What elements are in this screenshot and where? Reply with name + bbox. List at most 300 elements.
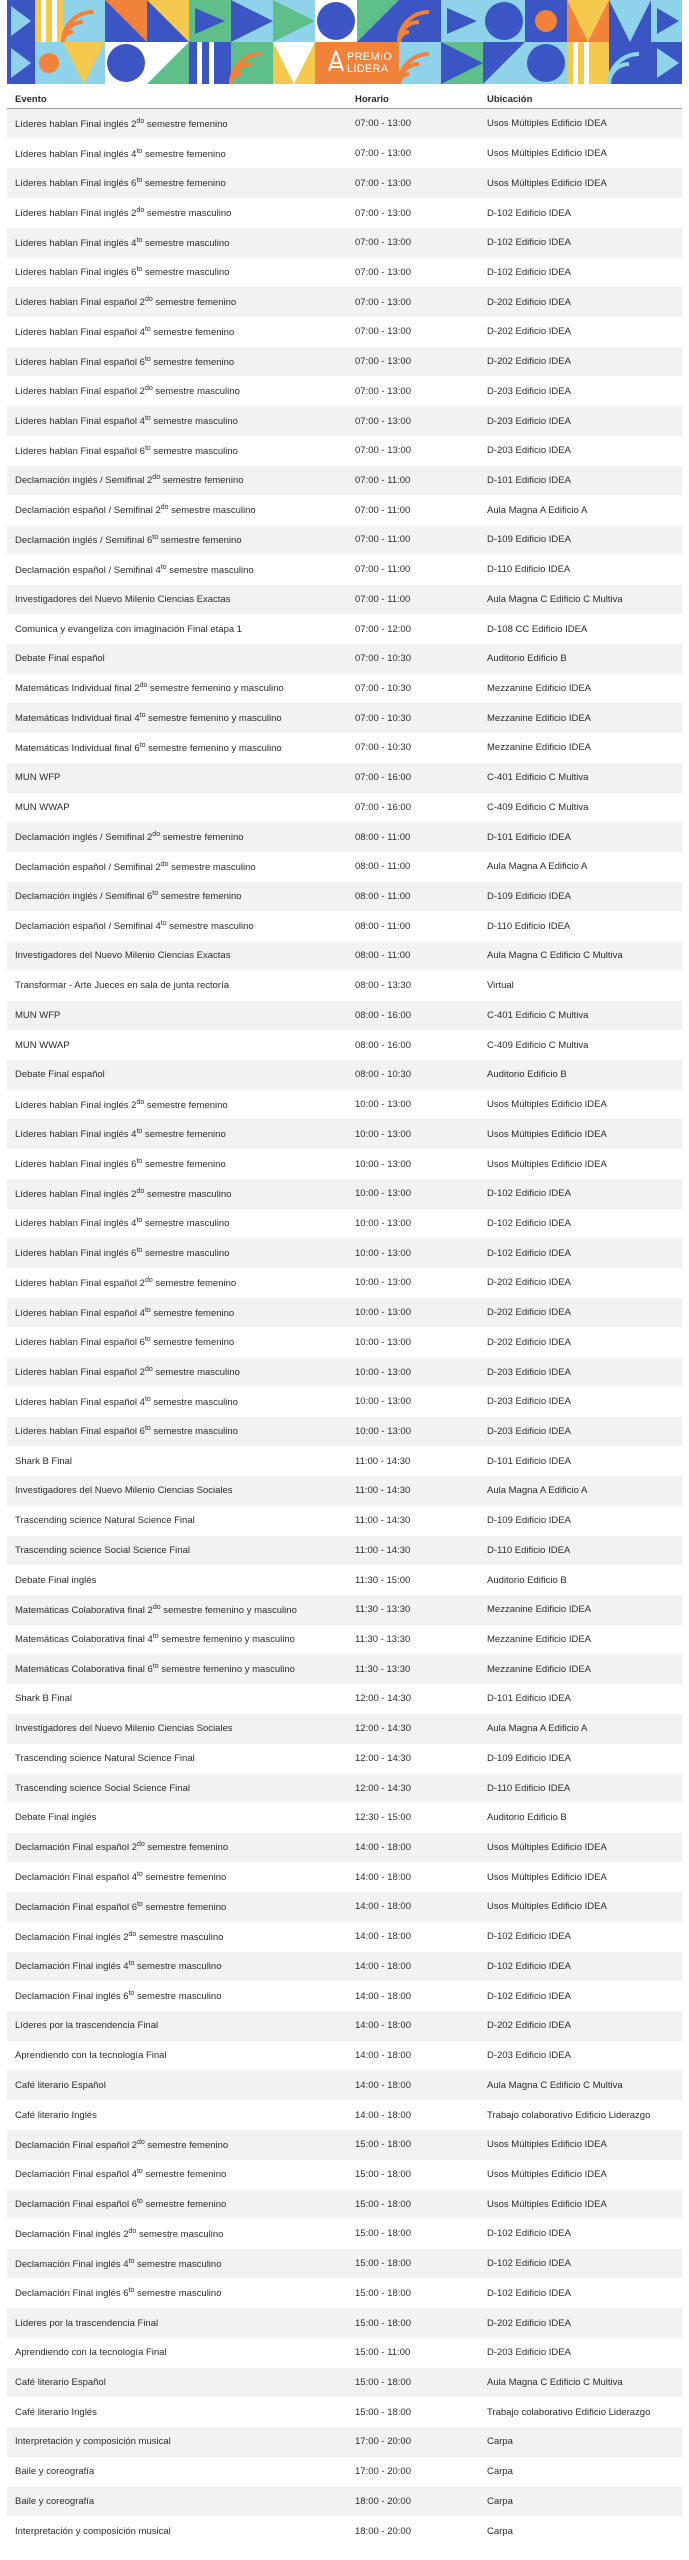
time-cell: 07:00 - 13:00: [347, 376, 479, 406]
table-row: [7, 941, 682, 971]
time-cell: 07:00 - 13:00: [347, 406, 479, 436]
ordinal-suffix: to: [136, 2168, 143, 2176]
event-cell: MUN WFP: [7, 1001, 347, 1031]
time-cell: 10:00 - 13:00: [347, 1298, 479, 1328]
time-cell: 08:00 - 16:00: [347, 1030, 479, 1060]
time-cell: 10:00 - 13:00: [347, 1238, 479, 1268]
event-cell: Investigadores del Nuevo Milenio Ciencias Sociales: [7, 1476, 347, 1506]
time-cell: 10:00 - 13:00: [347, 1327, 479, 1357]
table-row: [7, 1803, 682, 1833]
time-cell: 15:00 - 18:00: [347, 2130, 479, 2160]
location-cell: D-102 Edificio IDEA: [479, 228, 682, 258]
event-cell: Declamación Final inglés $2^{do}$ semestre masculino: [7, 1922, 347, 1952]
ordinal-suffix: do: [136, 206, 145, 214]
location-cell: Mezzanine Edificio IDEA: [479, 1654, 682, 1684]
time-cell: 10:00 - 13:00: [347, 1357, 479, 1387]
ordinal-suffix: to: [136, 1217, 143, 1225]
time-cell: 11:00 - 14:30: [347, 1536, 479, 1566]
location-cell: Usos Múltiples Edificio IDEA: [479, 168, 682, 198]
time-cell: 07:00 - 13:00: [347, 317, 479, 347]
ordinal-suffix: to: [136, 1900, 143, 1908]
location-cell: D-102 Edificio IDEA: [479, 2278, 682, 2308]
table-row: [7, 1417, 682, 1447]
table-row: [7, 347, 682, 377]
time-cell: 14:00 - 18:00: [347, 1952, 479, 1982]
ordinal-suffix: to: [136, 2198, 143, 2206]
table-row: [7, 763, 682, 793]
event-cell: Matemáticas Individual final $6^{to}$ semestre femenino y masculino: [7, 733, 347, 763]
table-row: [7, 852, 682, 882]
event-cell: Café literario Español: [7, 2368, 347, 2398]
ordinal-suffix: to: [144, 325, 151, 333]
event-cell: MUN WWAP: [7, 1030, 347, 1060]
time-cell: 15:00 - 11:00: [347, 2338, 479, 2368]
table-row: [7, 733, 682, 763]
location-cell: D-202 Edificio IDEA: [479, 1327, 682, 1357]
table-row: [7, 882, 682, 912]
event-cell: Declamación Final inglés $4^{to}$ semestre masculino: [7, 1952, 347, 1982]
event-cell: Líderes hablan Final inglés $6^{to}$ semestre femenino: [7, 1149, 347, 1179]
event-cell: Comunica y evangeliza con imaginación Final etapa 1: [7, 614, 347, 644]
location-cell: Usos Múltiples Edificio IDEA: [479, 2189, 682, 2219]
event-cell: Líderes hablan Final inglés $4^{to}$ semestre femenino: [7, 1119, 347, 1149]
table-row: [7, 1565, 682, 1595]
table-row: [7, 1476, 682, 1506]
event-cell: Transformar - Arte Jueces en sala de junta rectoría: [7, 971, 347, 1001]
event-cell: Líderes hablan Final español $6^{to}$ semestre femenino: [7, 347, 347, 377]
time-cell: 07:00 - 11:00: [347, 555, 479, 585]
time-cell: 12:00 - 14:30: [347, 1684, 479, 1714]
location-cell: D-110 Edificio IDEA: [479, 1536, 682, 1566]
table-row: [7, 168, 682, 198]
ordinal-suffix: to: [144, 444, 151, 452]
ordinal-suffix: to: [128, 2257, 135, 2265]
table-row: [7, 2516, 682, 2546]
event-cell: Declamación inglés / Semifinal $2^{do}$ semestre femenino: [7, 466, 347, 496]
header-row: [7, 90, 682, 109]
ordinal-suffix: to: [139, 712, 146, 720]
location-cell: Aula Magna A Edificio A: [479, 495, 682, 525]
event-cell: Matemáticas Colaborativa final $4^{to}$ semestre femenino y masculino: [7, 1625, 347, 1655]
time-cell: 11:30 - 15:00: [347, 1565, 479, 1595]
time-cell: 10:00 - 13:00: [347, 1268, 479, 1298]
event-cell: Aprendiendo con la tecnología Final: [7, 2041, 347, 2071]
time-cell: 15:00 - 18:00: [347, 2249, 479, 2279]
table-row: [7, 2308, 682, 2338]
ordinal-suffix: do: [128, 2227, 137, 2235]
ordinal-suffix: to: [160, 920, 167, 928]
event-cell: Trascending science Social Science Final: [7, 1773, 347, 1803]
table-row: [7, 703, 682, 733]
location-cell: D-110 Edificio IDEA: [479, 911, 682, 941]
time-cell: 10:00 - 13:00: [347, 1417, 479, 1447]
time-cell: 12:00 - 14:30: [347, 1773, 479, 1803]
event-cell: Líderes hablan Final español $4^{to}$ semestre femenino: [7, 317, 347, 347]
event-cell: Líderes hablan Final inglés $2^{do}$ semestre femenino: [7, 109, 347, 139]
event-cell: Líderes por la trascendencia Final: [7, 2011, 347, 2041]
ordinal-suffix: to: [136, 1247, 143, 1255]
time-cell: 07:00 - 12:00: [347, 614, 479, 644]
location-cell: D-110 Edificio IDEA: [479, 555, 682, 585]
table-row: [7, 1119, 682, 1149]
ordinal-suffix: to: [136, 1871, 143, 1879]
location-cell: D-101 Edificio IDEA: [479, 466, 682, 496]
time-cell: 15:00 - 18:00: [347, 2368, 479, 2398]
location-cell: D-110 Edificio IDEA: [479, 1773, 682, 1803]
location-cell: Carpa: [479, 2457, 682, 2487]
event-cell: Líderes hablan Final español $6^{to}$ semestre masculino: [7, 1417, 347, 1447]
time-cell: 10:00 - 13:00: [347, 1179, 479, 1209]
event-cell: Shark B Final: [7, 1446, 347, 1476]
event-cell: Investigadores del Nuevo Milenio Ciencias Exactas: [7, 941, 347, 971]
table-row: [7, 376, 682, 406]
event-cell: Declamación español / Semifinal $4^{to}$ semestre masculino: [7, 555, 347, 585]
event-cell: Líderes hablan Final español $2^{do}$ semestre femenino: [7, 287, 347, 317]
ordinal-suffix: do: [144, 385, 153, 393]
time-cell: 11:00 - 14:30: [347, 1506, 479, 1536]
event-cell: Líderes hablan Final inglés $2^{do}$ semestre femenino: [7, 1090, 347, 1120]
table-row: [7, 2278, 682, 2308]
event-cell: Declamación inglés / Semifinal $6^{to}$ semestre femenino: [7, 525, 347, 555]
time-cell: 12:30 - 15:00: [347, 1803, 479, 1833]
table-row: [7, 525, 682, 555]
table-row: [7, 1030, 682, 1060]
event-cell: Declamación Final inglés $6^{to}$ semestre masculino: [7, 2278, 347, 2308]
table-row: [7, 2249, 682, 2279]
location-cell: C-409 Edificio C Multiva: [479, 1030, 682, 1060]
location-cell: D-203 Edificio IDEA: [479, 1387, 682, 1417]
table-row: [7, 585, 682, 615]
table-row: [7, 1179, 682, 1209]
ordinal-suffix: to: [144, 1306, 151, 1314]
time-cell: 07:00 - 10:30: [347, 733, 479, 763]
premio-lidera-logo: [327, 47, 393, 79]
table-row: [7, 139, 682, 169]
ordinal-suffix: to: [144, 1425, 151, 1433]
time-cell: 15:00 - 18:00: [347, 2278, 479, 2308]
location-cell: D-203 Edificio IDEA: [479, 376, 682, 406]
event-cell: Declamación Final español $2^{do}$ semestre femenino: [7, 1833, 347, 1863]
location-cell: D-102 Edificio IDEA: [479, 1238, 682, 1268]
location-cell: D-101 Edificio IDEA: [479, 822, 682, 852]
location-cell: Auditorio Edificio B: [479, 1803, 682, 1833]
event-cell: MUN WWAP: [7, 793, 347, 823]
event-cell: Trascending science Social Science Final: [7, 1536, 347, 1566]
event-cell: Debate Final español: [7, 1060, 347, 1090]
event-cell: Baile y coreografía: [7, 2487, 347, 2517]
time-cell: 17:00 - 20:00: [347, 2427, 479, 2457]
event-cell: Matemáticas Individual final $4^{to}$ semestre femenino y masculino: [7, 703, 347, 733]
table-row: [7, 198, 682, 228]
ordinal-suffix: to: [136, 236, 143, 244]
location-cell: D-202 Edificio IDEA: [479, 2011, 682, 2041]
location-cell: Auditorio Edificio B: [479, 644, 682, 674]
location-cell: Usos Múltiples Edificio IDEA: [479, 1862, 682, 1892]
time-cell: 07:00 - 16:00: [347, 763, 479, 793]
event-cell: Líderes hablan Final inglés $4^{to}$ semestre femenino: [7, 139, 347, 169]
table-row: [7, 1268, 682, 1298]
location-cell: Usos Múltiples Edificio IDEA: [479, 1833, 682, 1863]
table-row: [7, 793, 682, 823]
ordinal-suffix: to: [152, 1633, 159, 1641]
location-cell: D-109 Edificio IDEA: [479, 1506, 682, 1536]
time-cell: 07:00 - 13:00: [347, 228, 479, 258]
table-row: [7, 2368, 682, 2398]
event-cell: Declamación Final español $6^{to}$ semestre femenino: [7, 1892, 347, 1922]
ordinal-suffix: to: [136, 1157, 143, 1165]
location-cell: D-203 Edificio IDEA: [479, 2041, 682, 2071]
ordinal-suffix: do: [136, 117, 145, 125]
time-cell: 14:00 - 18:00: [347, 1981, 479, 2011]
ordinal-suffix: to: [152, 1663, 159, 1671]
time-cell: 10:00 - 13:00: [347, 1119, 479, 1149]
table-row: [7, 1981, 682, 2011]
table-row: [7, 2100, 682, 2130]
location-cell: D-109 Edificio IDEA: [479, 1744, 682, 1774]
event-cell: Investigadores del Nuevo Milenio Ciencias Sociales: [7, 1714, 347, 1744]
table-row: [7, 2011, 682, 2041]
time-cell: 07:00 - 11:00: [347, 585, 479, 615]
ordinal-suffix: do: [144, 1276, 153, 1284]
ordinal-suffix: do: [144, 1365, 153, 1373]
schedule-table-header: [7, 90, 682, 109]
location-cell: D-202 Edificio IDEA: [479, 2308, 682, 2338]
table-row: [7, 1357, 682, 1387]
location-cell: D-109 Edificio IDEA: [479, 525, 682, 555]
table-row: [7, 555, 682, 585]
time-cell: 08:00 - 13:30: [347, 971, 479, 1001]
location-cell: D-102 Edificio IDEA: [479, 2249, 682, 2279]
table-row: [7, 2070, 682, 2100]
event-cell: Líderes hablan Final inglés $2^{do}$ semestre masculino: [7, 198, 347, 228]
ordinal-suffix: do: [144, 296, 153, 304]
time-cell: 10:00 - 13:00: [347, 1209, 479, 1239]
location-cell: D-203 Edificio IDEA: [479, 1417, 682, 1447]
time-cell: 17:00 - 20:00: [347, 2457, 479, 2487]
location-cell: Mezzanine Edificio IDEA: [479, 733, 682, 763]
event-cell: Café literario Inglés: [7, 2100, 347, 2130]
table-row: [7, 317, 682, 347]
time-cell: 07:00 - 13:00: [347, 258, 479, 288]
location-cell: Carpa: [479, 2427, 682, 2457]
ordinal-suffix: to: [144, 355, 151, 363]
time-cell: 07:00 - 16:00: [347, 793, 479, 823]
table-row: [7, 2338, 682, 2368]
ordinal-suffix: to: [139, 741, 146, 749]
ordinal-suffix: to: [144, 1395, 151, 1403]
event-cell: Investigadores del Nuevo Milenio Ciencias Exactas: [7, 585, 347, 615]
location-cell: Carpa: [479, 2516, 682, 2546]
location-cell: D-101 Edificio IDEA: [479, 1684, 682, 1714]
location-cell: Mezzanine Edificio IDEA: [479, 1595, 682, 1625]
time-cell: 12:00 - 14:30: [347, 1744, 479, 1774]
time-cell: 14:00 - 18:00: [347, 1862, 479, 1892]
location-cell: Mezzanine Edificio IDEA: [479, 703, 682, 733]
ordinal-suffix: to: [128, 1960, 135, 1968]
event-cell: Líderes hablan Final inglés $6^{to}$ semestre masculino: [7, 1238, 347, 1268]
event-cell: Líderes por la trascendencia Final: [7, 2308, 347, 2338]
event-cell: Matemáticas Colaborativa final $6^{to}$ semestre femenino y masculino: [7, 1654, 347, 1684]
location-cell: D-203 Edificio IDEA: [479, 436, 682, 466]
location-cell: Aula Magna C Edificio C Multiva: [479, 2070, 682, 2100]
time-cell: 07:00 - 13:00: [347, 109, 479, 139]
table-row: [7, 2041, 682, 2071]
ordinal-suffix: to: [128, 2287, 135, 2295]
location-cell: Usos Múltiples Edificio IDEA: [479, 2130, 682, 2160]
time-cell: 08:00 - 11:00: [347, 882, 479, 912]
table-row: [7, 1090, 682, 1120]
table-row: [7, 1060, 682, 1090]
table-row: [7, 2487, 682, 2517]
table-row: [7, 1952, 682, 1982]
time-cell: 11:00 - 14:30: [347, 1446, 479, 1476]
ordinal-suffix: to: [136, 1128, 143, 1136]
location-cell: Mezzanine Edificio IDEA: [479, 674, 682, 704]
table-row: [7, 1387, 682, 1417]
event-cell: Matemáticas Individual final $2^{do}$ semestre femenino y masculino: [7, 674, 347, 704]
table-row: [7, 2130, 682, 2160]
event-cell: Líderes hablan Final español $4^{to}$ semestre masculino: [7, 406, 347, 436]
time-cell: 11:30 - 13:30: [347, 1625, 479, 1655]
event-cell: Declamación español / Semifinal $2^{do}$ semestre masculino: [7, 495, 347, 525]
event-cell: Declamación inglés / Semifinal $6^{to}$ semestre femenino: [7, 882, 347, 912]
table-row: [7, 1625, 682, 1655]
table-row: [7, 1862, 682, 1892]
time-cell: 11:00 - 14:30: [347, 1476, 479, 1506]
column-header-time: Horario: [347, 90, 479, 109]
table-row: [7, 971, 682, 1001]
event-cell: Declamación inglés / Semifinal $2^{do}$ semestre femenino: [7, 822, 347, 852]
time-cell: 08:00 - 11:00: [347, 941, 479, 971]
table-row: [7, 1654, 682, 1684]
time-cell: 07:00 - 11:00: [347, 525, 479, 555]
ordinal-suffix: do: [160, 860, 169, 868]
table-row: [7, 1892, 682, 1922]
event-cell: Líderes hablan Final español $4^{to}$ semestre femenino: [7, 1298, 347, 1328]
time-cell: 07:00 - 13:00: [347, 436, 479, 466]
ordinal-suffix: do: [136, 1098, 145, 1106]
location-cell: Aula Magna C Edificio C Multiva: [479, 2368, 682, 2398]
table-row: [7, 287, 682, 317]
event-cell: Declamación Final inglés $6^{to}$ semestre masculino: [7, 1981, 347, 2011]
location-cell: Trabajo colaborativo Edificio Liderazgo: [479, 2100, 682, 2130]
location-cell: Aula Magna C Edificio C Multiva: [479, 941, 682, 971]
table-row: [7, 1298, 682, 1328]
event-cell: Shark B Final: [7, 1684, 347, 1714]
location-cell: Aula Magna C Edificio C Multiva: [479, 585, 682, 615]
event-cell: Aprendiendo con la tecnología Final: [7, 2338, 347, 2368]
table-row: [7, 1001, 682, 1031]
ordinal-suffix: do: [152, 831, 161, 839]
location-cell: Usos Múltiples Edificio IDEA: [479, 1892, 682, 1922]
time-cell: 12:00 - 14:30: [347, 1714, 479, 1744]
location-cell: D-202 Edificio IDEA: [479, 287, 682, 317]
table-row: [7, 495, 682, 525]
ordinal-suffix: do: [152, 474, 161, 482]
table-row: [7, 1595, 682, 1625]
event-cell: Interpretación y composición musical: [7, 2516, 347, 2546]
table-row: [7, 1209, 682, 1239]
table-row: [7, 822, 682, 852]
location-cell: D-202 Edificio IDEA: [479, 347, 682, 377]
ordinal-suffix: to: [152, 533, 159, 541]
location-cell: C-401 Edificio C Multiva: [479, 1001, 682, 1031]
ordinal-suffix: to: [136, 266, 143, 274]
time-cell: 18:00 - 20:00: [347, 2487, 479, 2517]
event-cell: Declamación español / Semifinal $4^{to}$ semestre masculino: [7, 911, 347, 941]
table-row: [7, 406, 682, 436]
table-row: [7, 2219, 682, 2249]
ordinal-suffix: to: [144, 1336, 151, 1344]
table-row: [7, 644, 682, 674]
event-cell: Líderes hablan Final español $2^{do}$ semestre masculino: [7, 1357, 347, 1387]
table-row: [7, 109, 682, 139]
event-cell: Declamación Final español $2^{do}$ semestre femenino: [7, 2130, 347, 2160]
time-cell: 08:00 - 11:00: [347, 911, 479, 941]
location-cell: D-102 Edificio IDEA: [479, 258, 682, 288]
table-row: [7, 2397, 682, 2427]
time-cell: 07:00 - 13:00: [347, 287, 479, 317]
table-row: [7, 1327, 682, 1357]
table-row: [7, 1833, 682, 1863]
location-cell: Aula Magna A Edificio A: [479, 852, 682, 882]
ordinal-suffix: to: [136, 147, 143, 155]
time-cell: 07:00 - 13:00: [347, 139, 479, 169]
event-cell: Declamación Final inglés $4^{to}$ semestre masculino: [7, 2249, 347, 2279]
event-cell: Líderes hablan Final español $2^{do}$ semestre masculino: [7, 376, 347, 406]
time-cell: 14:00 - 18:00: [347, 2070, 479, 2100]
column-header-location: Ubicación: [479, 90, 682, 109]
time-cell: 07:00 - 11:00: [347, 495, 479, 525]
time-cell: 08:00 - 10:30: [347, 1060, 479, 1090]
time-cell: 07:00 - 13:00: [347, 168, 479, 198]
location-cell: Usos Múltiples Edificio IDEA: [479, 109, 682, 139]
time-cell: 07:00 - 10:30: [347, 644, 479, 674]
time-cell: 14:00 - 18:00: [347, 1922, 479, 1952]
location-cell: D-102 Edificio IDEA: [479, 1209, 682, 1239]
location-cell: Usos Múltiples Edificio IDEA: [479, 1149, 682, 1179]
event-cell: Líderes hablan Final español $6^{to}$ semestre masculino: [7, 436, 347, 466]
event-cell: Líderes hablan Final español $6^{to}$ semestre femenino: [7, 1327, 347, 1357]
time-cell: 15:00 - 18:00: [347, 2308, 479, 2338]
ordinal-suffix: do: [160, 504, 169, 512]
time-cell: 14:00 - 18:00: [347, 2100, 479, 2130]
table-row: [7, 466, 682, 496]
time-cell: 10:00 - 13:00: [347, 1149, 479, 1179]
ordinal-suffix: do: [152, 1603, 161, 1611]
location-cell: D-203 Edificio IDEA: [479, 1357, 682, 1387]
location-cell: Usos Múltiples Edificio IDEA: [479, 1119, 682, 1149]
ordinal-suffix: do: [128, 1930, 137, 1938]
location-cell: D-108 CC Edificio IDEA: [479, 614, 682, 644]
table-row: [7, 1446, 682, 1476]
location-cell: D-202 Edificio IDEA: [479, 317, 682, 347]
ordinal-suffix: to: [136, 177, 143, 185]
event-cell: Café literario Inglés: [7, 2397, 347, 2427]
brand-line-1: PREMIO: [347, 51, 393, 63]
time-cell: 14:00 - 18:00: [347, 2041, 479, 2071]
time-cell: 14:00 - 18:00: [347, 1833, 479, 1863]
time-cell: 07:00 - 10:30: [347, 703, 479, 733]
location-cell: D-203 Edificio IDEA: [479, 406, 682, 436]
location-cell: D-202 Edificio IDEA: [479, 1298, 682, 1328]
event-cell: Líderes hablan Final español $4^{to}$ semestre masculino: [7, 1387, 347, 1417]
brand-line-2: LIDERA: [347, 63, 389, 75]
table-row: [7, 911, 682, 941]
event-cell: Declamación Final español $4^{to}$ semestre femenino: [7, 2160, 347, 2190]
location-cell: D-109 Edificio IDEA: [479, 882, 682, 912]
table-row: [7, 2457, 682, 2487]
